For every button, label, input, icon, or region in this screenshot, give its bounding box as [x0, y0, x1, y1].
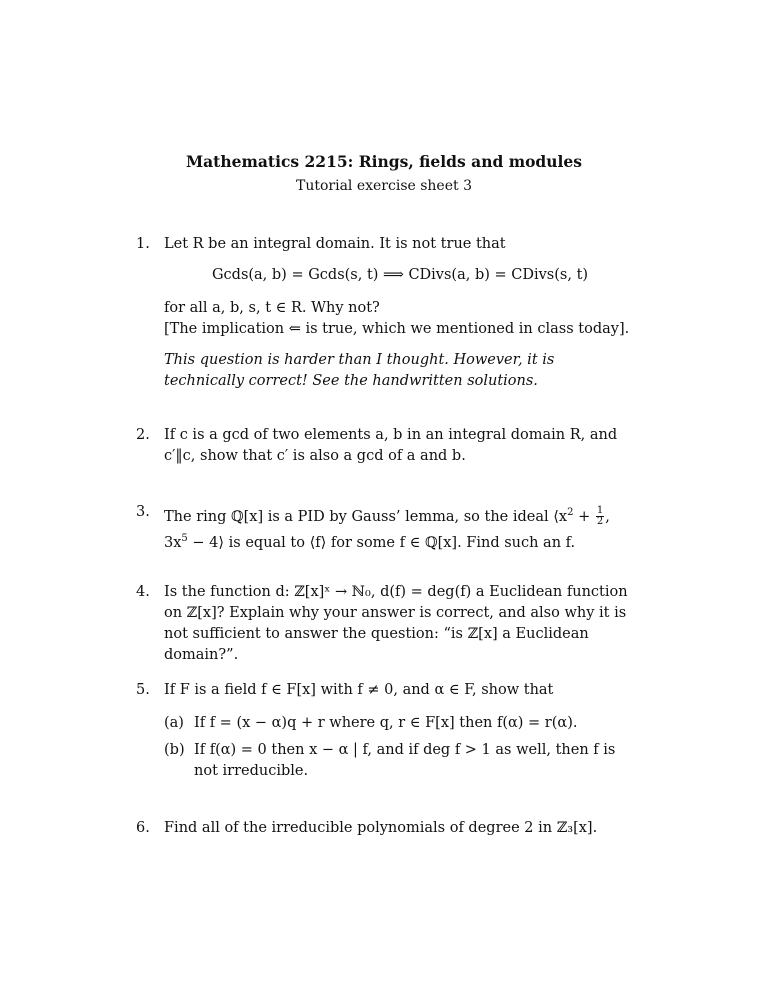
question-number: 2.	[136, 427, 150, 443]
question-number: 5.	[136, 682, 150, 698]
question-text: for all a, b, s, t ∈ R. Why not?	[164, 300, 380, 316]
question-number: 6.	[136, 820, 150, 836]
subpart-b: (b) If f(α) = 0 then x − α | f, and if deg f > 1 as well, then f is not irreducible.	[164, 742, 616, 779]
question-2	[136, 425, 636, 467]
question-number: 1.	[136, 236, 150, 252]
question-number: 4.	[136, 584, 150, 600]
question-3	[136, 502, 636, 554]
question-text: Is the function d: ℤ[x]ˣ → ℕ₀, d(f) = deg(f) a Euclidean function on ℤ[x]? Explain why your answer is correct, and also why it is not sufficient to answer the question: “is ℤ[x] a Euclidean domain?”.	[164, 584, 628, 663]
question-text: If c is a gcd of two elements a, b in an integral domain R, and c′‖c, show that c′ is also a gcd of a and b.	[164, 427, 618, 464]
question-text: Find all of the irreducible polynomials of degree 2 in ℤ₃[x].	[164, 820, 598, 836]
question-text: Let R be an integral domain. It is not true that	[164, 236, 506, 252]
italic-note: This question is harder than I thought. However, it is technically correct! See the handwritten solutions.	[164, 352, 555, 389]
document-title: Mathematics 2215: Rings, fields and modules	[185, 152, 583, 171]
question-text: [The implication ⇐ is true, which we mentioned in class today].	[164, 321, 630, 337]
fraction: $\frac{1}{2}$	[596, 505, 604, 528]
question-number: 3.	[136, 504, 150, 520]
question-5	[136, 680, 636, 782]
question-4	[136, 582, 636, 666]
question-1	[136, 234, 636, 392]
subpart-a: (a) If f = (x − α)q + r where q, r ∈ F[x] then f(α) = r(α).	[164, 715, 578, 731]
question-text: The ring ℚ[x] is a PID by Gauss’ lemma, so the ideal $⟨x^2$ + $\frac{1}{2}$ , $3x^5$ − 4⟩ is equal to ⟨f⟩ for some f ∈ ℚ[x]. Find such an f.	[164, 505, 610, 551]
question-text: If F is a field f ∈ F[x] with f ≠ 0, and α ∈ F, show that	[164, 682, 554, 698]
question-6	[136, 818, 636, 839]
display-equation: Gcds(a, b) = Gcds(s, t) ⟹ CDivs(a, b) = CDivs(s, t)	[211, 267, 589, 283]
document-subtitle: Tutorial exercise sheet 3	[295, 178, 472, 194]
